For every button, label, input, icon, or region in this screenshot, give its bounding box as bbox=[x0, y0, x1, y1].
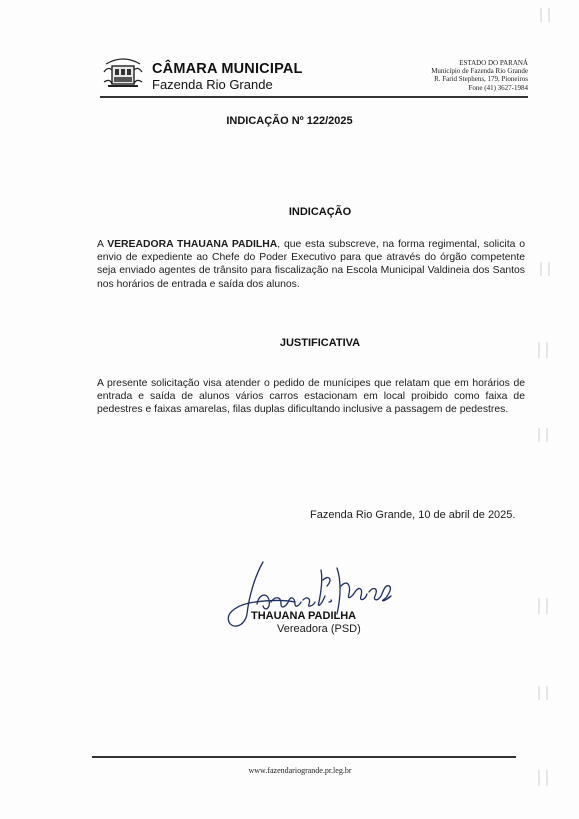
section-title-justificativa: JUSTIFICATIVA bbox=[279, 337, 361, 349]
footer-website-link[interactable]: www.fazendariogrande.pr.leg.br bbox=[248, 766, 352, 775]
date-line: Fazenda Rio Grande, 10 de abril de 2025. bbox=[310, 509, 516, 521]
bleed-mark bbox=[548, 8, 550, 22]
bleed-mark bbox=[538, 686, 540, 700]
municipal-seal-icon bbox=[102, 56, 144, 90]
indicacao-author: VEREADORA THAUANA PADILHA bbox=[107, 239, 278, 250]
section-title-indicacao: INDICAÇÃO bbox=[288, 206, 352, 218]
letterhead-contact bbox=[431, 59, 528, 92]
org-city: Fazenda Rio Grande bbox=[152, 77, 273, 92]
state-line: ESTADO DO PARANÁ bbox=[459, 59, 528, 67]
indicacao-paragraph bbox=[97, 238, 525, 291]
footer-divider bbox=[92, 756, 516, 758]
indicacao-body: , que esta subscreve, na forma regimental, solicita o envio de expediente ao Chefe do Poder Executivo para que através do órgão competente seja enviado agentes de trânsito para fiscalização na Escola Municipal Valdineia dos Santos nos horários de entrada e saída dos alunos. bbox=[97, 239, 525, 290]
bleed-mark bbox=[548, 262, 550, 276]
bleed-mark bbox=[546, 428, 548, 442]
phone-line: Fone (41) 3627-1984 bbox=[468, 83, 528, 92]
justificativa-paragraph: A presente solicitação visa atender o pedido de munícipes que relatam que em horários de entrada e saída de alunos vários carros estacionam em local proibido como faixa de pedestres e faixas amarelas, filas duplas dificultando inclusive a passagem de pedestres. bbox=[97, 378, 525, 416]
document-number: INDICAÇÃO Nº 122/2025 bbox=[226, 115, 353, 127]
bleed-mark bbox=[546, 686, 548, 700]
municipality-line: Município de Fazenda Rio Grande bbox=[431, 67, 528, 76]
signer-role: Vereadora (PSD) bbox=[277, 623, 361, 635]
signer-name: THAUANA PADILHA bbox=[251, 610, 357, 622]
bleed-mark bbox=[538, 428, 540, 442]
bleed-mark bbox=[538, 598, 540, 614]
org-name: CÂMARA MUNICIPAL bbox=[152, 61, 303, 77]
letterhead bbox=[100, 56, 530, 96]
address-line: R. Farid Stephens, 179, Pioneiros bbox=[434, 75, 528, 84]
letterhead-divider bbox=[100, 96, 528, 98]
bleed-mark bbox=[540, 8, 542, 22]
bleed-mark bbox=[540, 262, 542, 276]
bleed-mark bbox=[546, 598, 548, 614]
indicacao-lead: A bbox=[97, 239, 108, 250]
